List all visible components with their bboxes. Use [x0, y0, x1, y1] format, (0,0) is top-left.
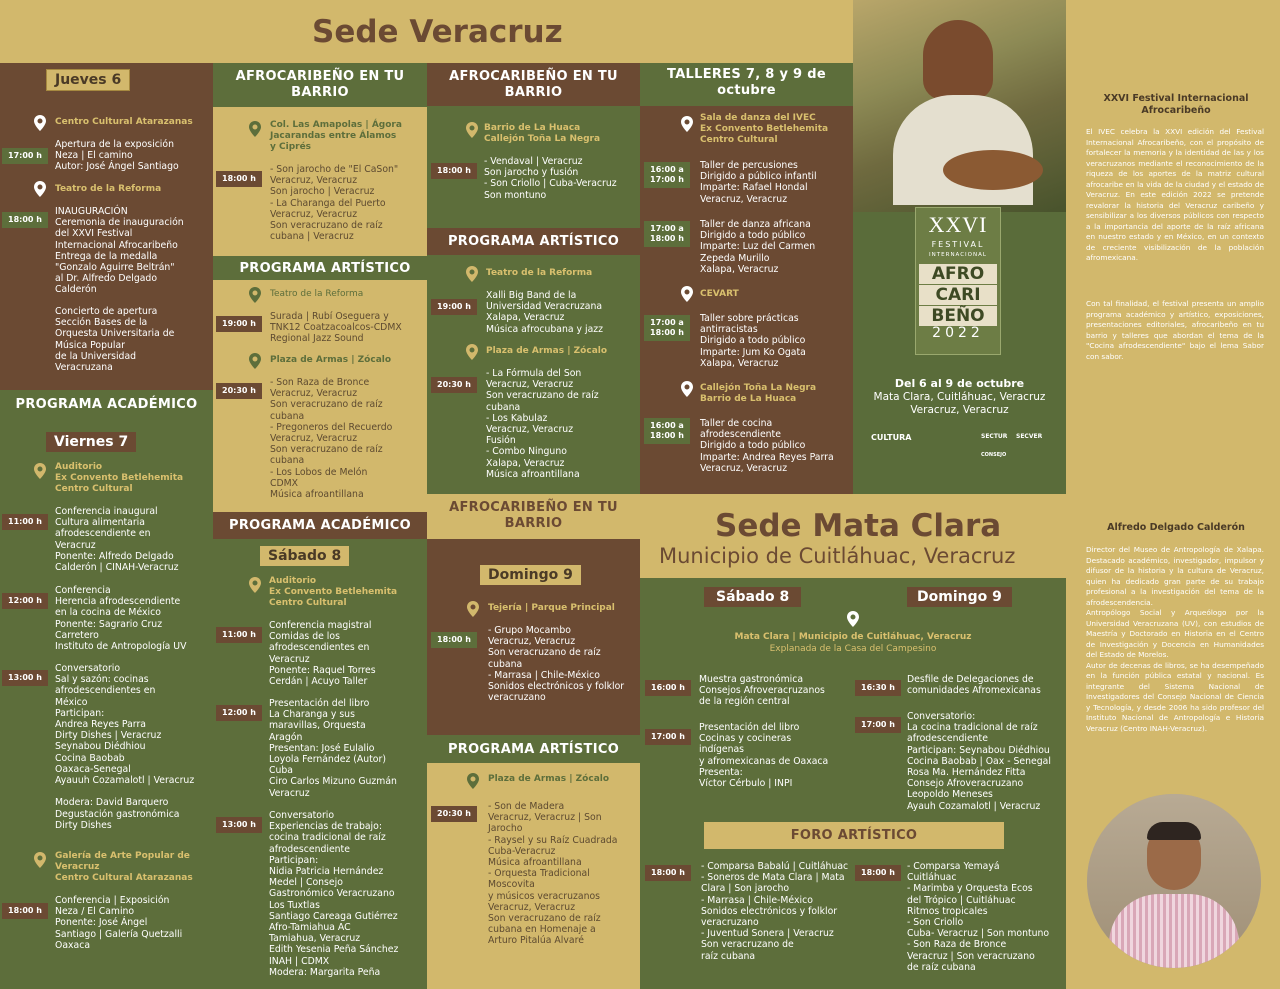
time-label: 12:00 h	[216, 705, 262, 721]
programa-artistico-label: PROGRAMA ARTÍSTICO	[239, 261, 411, 276]
time-label: 17:00 a 18:00 h	[644, 221, 690, 247]
time-label: 18:00 h	[2, 212, 48, 228]
jueves-pill: Jueves 6	[46, 69, 130, 91]
poster-year: 2022	[932, 325, 984, 341]
time-label: 19:00 h	[431, 299, 477, 315]
programa-academico-label: PROGRAMA ACADÉMICO	[15, 397, 198, 412]
time-label: 20:30 h	[431, 806, 477, 822]
venue-label: Tejería | Parque Principal	[488, 603, 615, 613]
event-text: - Vendaval | Veracruz Son jarocho y fusión - Son Criollo | Cuba-Veracruz Son montuno	[484, 156, 617, 201]
event-text: - Comparsa Yemayá Cuitláhuac - Marimba y Orquesta Ecos del Trópico | Cuitláhuac Ritmos tropicales - Son Criollo Cuba- Veracruz | Son montuno - Son Raza de Bronce Veracruz | Son veracruzano de raíz cubana	[907, 861, 1050, 973]
event-text: Concierto de apertura Sección Bases de la Orquesta Universitaria de Música Popular de la Universidad Veracruzana	[55, 306, 175, 374]
foro-artistico-label: FORO ARTÍSTICO	[790, 828, 918, 843]
time-label: 16:00 a 18:00 h	[644, 418, 690, 444]
venue-label: Centro Cultural Atarazanas	[55, 117, 193, 127]
location-pin-icon	[248, 353, 262, 369]
location-pin-icon	[33, 115, 47, 131]
poster-basket	[943, 150, 1043, 190]
poster-cari: CARI	[919, 285, 997, 305]
festival-poster	[853, 0, 1066, 494]
afro-barrio-label: AFROCARIBEÑO EN TU BARRIO	[449, 500, 618, 531]
event-text: Presentación del libro Cocinas y cocineras indígenas y afromexicanas de Oaxaca Presenta: Víctor Cérbulo | INPI	[699, 722, 829, 790]
event-text: Conversatorio: La cocina tradicional de raíz afrodescendiente Participan: Seynabou Diédhiou Cocina Baobab | Oax - Senegal Rosa Ma. Hernández Fitta Consejo Afroveracruzano Leopoldo Meneses Ayauh Cozamalotl | Veracruz	[907, 711, 1051, 812]
location-pin-icon	[33, 852, 47, 868]
event-text: Apertura de la exposición Neza | El camino Autor: José Ángel Santiago	[55, 139, 179, 173]
venue-label: Auditorio Ex Convento Betlehemita Centro Cultural	[55, 462, 184, 494]
honoree-bio: Director del Museo de Antropología de Xalapa. Destacado académico, investigador, impulsor y difusor de la historia y la cultura de Veracruz, quien ha dedicado gran parte de su trabajo profesional a la investigación del tema de la afrodescendencia. Antropólogo Social y Arqueólogo por la Universidad Veracruzana (UV), con estudios de Maestría y Doctorado en Historia en el Centro de Investigación y Docencia en Humanidades del Estado de Morelos. Autor de decenas de libros, se ha desempeñado en la función pública estatal y nacional. Es integrante del Sistema Nacional de Investigadores del Consejo Nacional de Ciencia y Tecnología, y desde 2006 ha sido profesor del Instituto Nacional de Antropología e Historia Veracruz (Centro INAH-Veracruz).	[1086, 545, 1264, 733]
location-pin-icon	[466, 773, 480, 789]
afro-barrio-label: AFROCARIBEÑO EN TU BARRIO	[449, 69, 618, 100]
time-label: 20:30 h	[431, 377, 477, 393]
location-pin-icon	[33, 181, 47, 197]
time-label: 18:00 h	[2, 903, 48, 919]
logo-consejo: CONSEJO	[981, 452, 1007, 458]
time-label: 17:00 h	[855, 717, 901, 733]
time-label: 16:00 h	[645, 680, 691, 696]
logo-cultura: CULTURA	[871, 433, 912, 442]
location-pin-icon	[33, 463, 47, 479]
poster-festival: FESTIVAL	[931, 240, 985, 249]
poster-afro: AFRO	[919, 264, 997, 284]
venue-label: CEVART	[700, 289, 739, 299]
event-text: - Son de Madera Veracruz, Veracruz | Son Jarocho - Raysel y su Raíz Cuadrada Cuba-Veracruz Música afroantillana - Orquesta Tradicional Moscovita y músicos veracruzanos Veracruz, Veracruz Son veracruzano de raíz cubana en Homenaje a Arturo Pitalúa Alvaré	[488, 801, 618, 947]
event-text: Surada | Rubí Oseguera y TNK12 Coatzacoalcos-CDMX Regional Jazz Sound	[270, 311, 402, 345]
poster-places: Mata Clara, Cuitláhuac, Veracruz Veracruz, Veracruz	[873, 391, 1046, 416]
venue-label: Galería de Arte Popular de Veracruz Centro Cultural Atarazanas	[55, 851, 193, 883]
location-pin-icon	[465, 122, 479, 138]
poster-figure	[923, 20, 993, 100]
logo-sectur: SECTUR	[981, 433, 1008, 440]
event-text: Conferencia | Exposición Neza / El Camino Ponente: José Ángel Santiago | Galería Quetzalli Oaxaca	[55, 895, 183, 951]
page-title: Sede Veracruz	[312, 14, 563, 50]
time-label: 20:30 h	[216, 383, 262, 399]
location-pin-icon	[846, 611, 860, 627]
location-pin-icon	[248, 287, 262, 303]
time-label: 17:00 h	[645, 729, 691, 745]
time-label: 18:00 h	[855, 865, 901, 881]
event-text: Presentación del libro La Charanga y sus maravillas, Orquesta Aragón Presentan: José Eulalio Loyola Fernández (Autor) Cuba Ciro Carlos Mizuno Guzmán Veracruz	[269, 698, 397, 799]
time-label: 13:00 h	[2, 670, 48, 686]
programa-academico-label: PROGRAMA ACADÉMICO	[229, 518, 411, 533]
location-pin-icon	[465, 266, 479, 282]
event-text: Conversatorio Experiencias de trabajo: cocina tradicional de raíz afrodescendiente Participan: Nidia Patricia Hernández Medel | Consejo Gastronómico Veracruzano Los Tuxtlas Santiago Careaga Gutiérrez Afro-Tamiahua AC Tamiahua, Veracruz Edith Yesenia Peña Sánchez INAH | CDMX Modera: Margarita Peña	[269, 810, 399, 978]
event-text: Taller de cocina afrodescendiente Dirigido a todo público Imparte: Andrea Reyes Parra Veracruz, Veracruz	[700, 418, 834, 474]
venue-label: Plaza de Armas | Zócalo	[270, 355, 392, 365]
location-pin-icon	[680, 381, 694, 397]
location-pin-icon	[680, 286, 694, 302]
venue-label: Auditorio Ex Convento Betlehemita Centro Cultural	[269, 576, 398, 608]
poster-figure-shirt	[893, 95, 1033, 205]
venue-label: Teatro de la Reforma	[486, 268, 593, 278]
event-text: Conferencia Herencia afrodescendiente en la cocina de México Ponente: Sagrario Cruz Carretero Instituto de Antropología UV	[55, 585, 187, 653]
event-text: Desfile de Delegaciones de comunidades Afromexicanas	[907, 674, 1041, 697]
right-paragraph-2: Con tal finalidad, el festival presenta un amplio programa académico y artístico, exposiciones, presentaciones editoriales, afrocaribeño en tu barrio y talleres que abordan el tema de la "Cocina afrodescendiente" bajo el lema Sabor con sabor.	[1086, 299, 1264, 361]
sabado-pill: Sábado 8	[260, 546, 349, 566]
event-text: - Grupo Mocambo Veracruz, Veracruz Son veracruzano de raíz cubana - Marrasa | Chile-México Sonidos electrónicos y folklor veracruzano	[488, 625, 625, 704]
right-paragraph-1: El IVEC celebra la XXVI edición del Festival Internacional Afrocaribeño, con el propósito de fortalecer la memoria y la identidad de las y los veracruzanos mediante el reconocimiento de la riqueza de los aportes de la matriz cultural afrocaribe en la vida de la ciudad y el estado de Veracruz. En este edición 2022 se pretende revalorar la historia del Veracruz caribeño y sensibilizar a los diversos públicos con respecto a la importancia del aporte de la raíz africana en nuestro estado y en México, en un contexto de creciente visibilización de la población afromexicana.	[1086, 127, 1264, 262]
time-label: 11:00 h	[216, 627, 262, 643]
venue-label: Col. Las Amapolas | Ágora Jacarandas entre Álamos y Ciprés	[270, 120, 402, 152]
photo-hair	[1147, 822, 1201, 840]
viernes-pill: Viernes 7	[46, 432, 136, 452]
time-label: 18:00 h	[216, 171, 262, 187]
event-text: - Comparsa Babalú | Cuitláhuac - Soneros de Mata Clara | Mata Clara | Son jarocho - Marrasa | Chile-México Sonidos electrónicos y folklor veracruzano - Juventud Sonera | Veracruz Son veracruzano de raíz cubana	[701, 861, 849, 962]
venue-label: Callejón Toña La Negra Barrio de La Huaca	[700, 383, 817, 404]
time-label: 16:00 a 17:00 h	[644, 162, 690, 188]
event-text: - La Fórmula del Son Veracruz, Veracruz Son veracruzano de raíz cubana - Los Kabulaz Veracruz, Veracruz Fusión - Combo Ninguno Xalapa, Veracruz Música afroantillana	[486, 368, 599, 480]
event-text: Conversatorio Sal y sazón: cocinas afrodescendientes en México Participan: Andrea Reyes Parra Dirty Dishes | Veracruz Seynabou Diédhiou Cocina Baobab Oaxaca-Senegal Ayauuh Cozamalotl | Veracruz Modera: David Barquero Degustación gastronómica Dirty Dishes	[55, 663, 195, 831]
event-text: Conferencia inaugural Cultura alimentaria afrodescendiente en Veracruz Ponente: Alfredo Delgado Calderón | CINAH-Veracruz	[55, 506, 179, 574]
mata-venue: Mata Clara | Municipio de Cuitláhuac, Veracruz	[734, 632, 972, 642]
location-pin-icon	[248, 577, 262, 593]
event-text: Taller sobre prácticas antirracistas Dirigido a todo público Imparte: Jum Ko Ogata Xalapa, Veracruz	[700, 313, 806, 369]
honoree-photo	[1087, 794, 1261, 968]
time-label: 18:00 h	[645, 865, 691, 881]
programa-artistico-label: PROGRAMA ARTÍSTICO	[447, 234, 620, 249]
event-text: Taller de percusiones Dirigido a público infantil Imparte: Rafael Hondal Veracruz, Veracruz	[700, 160, 817, 205]
domingo-pill: Domingo 9	[480, 565, 581, 585]
afro-barrio-label: AFROCARIBEÑO EN TU BARRIO	[235, 69, 405, 100]
location-pin-icon	[248, 121, 262, 137]
mata-title: Sede Mata Clara	[715, 508, 1002, 544]
poster-beno: BEÑO	[919, 306, 997, 326]
event-text: Xalli Big Band de la Universidad Veracruzana Xalapa, Veracruz Música afrocubana y jazz	[486, 290, 604, 335]
event-text: - Son Raza de Bronce Veracruz, Veracruz Son veracruzano de raíz cubana - Pregoneros del Recuerdo Veracruz, Veracruz Son veracruzano de raíz cubana - Los Lobos de Melón CDMX Música afroantillana	[270, 377, 393, 501]
venue-label: Teatro de la Reforma	[270, 289, 364, 299]
logo-secver: SECVER	[1016, 433, 1043, 440]
location-pin-icon	[466, 601, 480, 617]
event-text: INAUGURACIÓN Ceremonia de inauguración del XXVI Festival Internacional Afrocaribeño Entrega de la medalla "Gonzalo Aguirre Beltrán" al Dr. Alfredo Delgado Calderón	[55, 206, 184, 296]
mata-subtitle: Municipio de Cuitláhuac, Veracruz	[659, 544, 1016, 568]
venue-label: Plaza de Armas | Zócalo	[488, 774, 610, 784]
time-label: 17:00 h	[2, 148, 48, 164]
programa-artistico-label: PROGRAMA ARTÍSTICO	[447, 742, 620, 757]
time-label: 19:00 h	[216, 316, 262, 332]
photo-shirt	[1109, 894, 1239, 968]
poster-dates: Del 6 al 9 de octubre	[894, 377, 1025, 390]
poster-internacional: INTERNACIONAL	[929, 252, 987, 258]
poster-edition: XXVI	[928, 212, 988, 237]
event-text: Conferencia magistral Comidas de los afrodescendientes en Veracruz Ponente: Raquel Torres Cerdán | Acuyo Taller	[269, 620, 376, 688]
time-label: 18:00 h	[431, 632, 477, 648]
location-pin-icon	[680, 116, 694, 132]
location-pin-icon	[465, 344, 479, 360]
venue-label: Plaza de Armas | Zócalo	[486, 346, 608, 356]
talleres-label: TALLERES 7, 8 y 9 de octubre	[667, 67, 826, 98]
event-text: Muestra gastronómica Consejos Afroveracruzanos de la región central	[699, 674, 825, 708]
time-label: 13:00 h	[216, 817, 262, 833]
time-label: 18:00 h	[431, 163, 477, 179]
time-label: 11:00 h	[2, 514, 48, 530]
venue-label: Teatro de la Reforma	[55, 184, 162, 194]
time-label: 12:00 h	[2, 593, 48, 609]
mata-sabado-pill: Sábado 8	[704, 587, 801, 607]
event-text: Taller de danza africana Dirigido a todo público Imparte: Luz del Carmen Zepeda Murillo Xalapa, Veracruz	[700, 219, 816, 275]
mata-domingo-pill: Domingo 9	[907, 587, 1012, 607]
honoree-name: Alfredo Delgado Calderón	[1107, 522, 1245, 533]
right-title: XXVI Festival Internacional Afrocaribeño	[1103, 93, 1249, 116]
event-text: - Son jarocho de "El CaSon" Veracruz, Veracruz Son jarocho | Veracruz - La Charanga del Puerto Veracruz, Veracruz Son veracruzano de raíz cubana | Veracruz	[270, 164, 399, 243]
venue-label: Barrio de La Huaca Callejón Toña La Negra	[484, 123, 601, 144]
venue-label: Sala de danza del IVEC Ex Convento Betlehemita Centro Cultural	[700, 113, 829, 145]
time-label: 16:30 h	[855, 680, 901, 696]
time-label: 17:00 a 18:00 h	[644, 315, 690, 341]
mata-venue-2: Explanada de la Casa del Campesino	[769, 644, 937, 654]
